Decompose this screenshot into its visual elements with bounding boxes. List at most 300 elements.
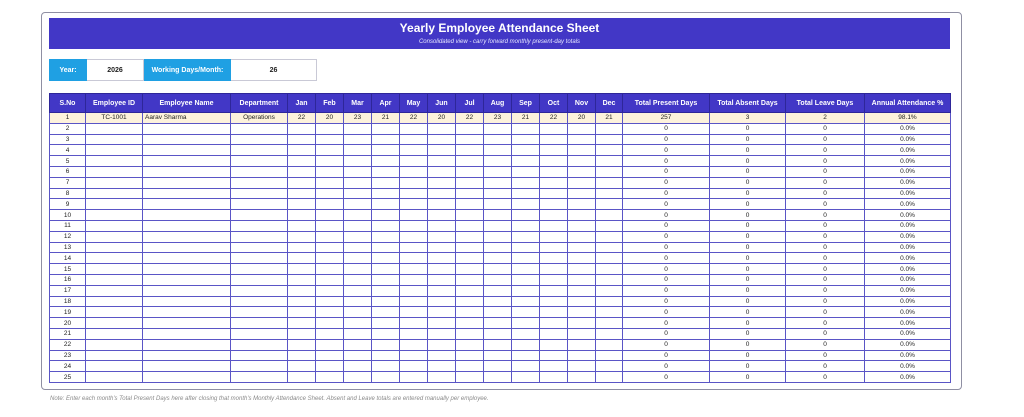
table-cell[interactable] [428, 123, 456, 134]
table-cell[interactable] [344, 350, 372, 361]
table-cell[interactable] [372, 318, 400, 329]
table-cell[interactable] [596, 264, 623, 275]
table-cell[interactable]: 0 [710, 166, 786, 177]
table-cell[interactable] [540, 242, 568, 253]
table-cell[interactable] [512, 210, 540, 221]
table-cell[interactable] [428, 177, 456, 188]
table-cell[interactable]: 0.0% [865, 285, 951, 296]
table-cell[interactable] [288, 372, 316, 383]
table-cell[interactable] [456, 145, 484, 156]
table-cell[interactable]: 20 [316, 113, 344, 124]
table-cell[interactable]: 20 [568, 113, 596, 124]
table-cell[interactable]: 22 [400, 113, 428, 124]
table-cell[interactable] [344, 134, 372, 145]
table-cell[interactable]: 25 [50, 372, 86, 383]
table-cell[interactable]: 17 [50, 285, 86, 296]
table-cell[interactable] [344, 372, 372, 383]
table-cell[interactable] [540, 220, 568, 231]
table-cell[interactable] [596, 145, 623, 156]
table-cell[interactable]: 2 [786, 113, 865, 124]
table-cell[interactable] [512, 134, 540, 145]
table-cell[interactable] [231, 372, 288, 383]
table-cell[interactable] [344, 177, 372, 188]
table-cell[interactable] [86, 220, 143, 231]
table-cell[interactable] [372, 372, 400, 383]
table-cell[interactable]: 4 [50, 145, 86, 156]
table-cell[interactable]: 6 [50, 166, 86, 177]
table-cell[interactable]: 0 [623, 134, 710, 145]
table-cell[interactable] [316, 220, 344, 231]
table-cell[interactable] [288, 220, 316, 231]
table-cell[interactable] [596, 177, 623, 188]
table-cell[interactable] [540, 231, 568, 242]
table-cell[interactable] [568, 156, 596, 167]
table-cell[interactable] [568, 177, 596, 188]
table-cell[interactable] [484, 285, 512, 296]
table-cell[interactable]: 0 [710, 264, 786, 275]
table-cell[interactable]: 0.0% [865, 361, 951, 372]
table-cell[interactable] [344, 274, 372, 285]
table-cell[interactable] [456, 350, 484, 361]
table-cell[interactable]: 12 [50, 231, 86, 242]
table-cell[interactable] [428, 210, 456, 221]
table-cell[interactable] [231, 253, 288, 264]
table-cell[interactable] [568, 188, 596, 199]
table-cell[interactable]: 0 [623, 372, 710, 383]
table-cell[interactable] [456, 296, 484, 307]
table-cell[interactable] [484, 372, 512, 383]
table-cell[interactable] [512, 253, 540, 264]
table-cell[interactable] [456, 242, 484, 253]
table-cell[interactable]: 0 [786, 339, 865, 350]
table-cell[interactable] [456, 123, 484, 134]
table-cell[interactable] [484, 210, 512, 221]
table-cell[interactable] [86, 318, 143, 329]
table-cell[interactable] [512, 264, 540, 275]
table-cell[interactable] [484, 318, 512, 329]
table-cell[interactable] [372, 177, 400, 188]
table-cell[interactable] [484, 339, 512, 350]
table-cell[interactable]: 0 [710, 285, 786, 296]
table-cell[interactable] [596, 361, 623, 372]
table-cell[interactable] [316, 242, 344, 253]
table-cell[interactable] [288, 188, 316, 199]
table-cell[interactable] [316, 145, 344, 156]
table-cell[interactable]: 0 [623, 188, 710, 199]
table-cell[interactable]: 22 [288, 113, 316, 124]
table-cell[interactable] [428, 361, 456, 372]
table-cell[interactable] [540, 134, 568, 145]
table-cell[interactable] [484, 231, 512, 242]
table-cell[interactable] [344, 231, 372, 242]
table-cell[interactable] [344, 210, 372, 221]
table-cell[interactable] [512, 328, 540, 339]
table-cell[interactable]: 3 [50, 134, 86, 145]
table-cell[interactable]: 0.0% [865, 134, 951, 145]
table-cell[interactable] [540, 145, 568, 156]
table-cell[interactable] [231, 307, 288, 318]
table-cell[interactable] [143, 296, 231, 307]
table-cell[interactable] [372, 145, 400, 156]
table-cell[interactable] [143, 156, 231, 167]
table-cell[interactable] [428, 134, 456, 145]
table-cell[interactable]: 0 [786, 166, 865, 177]
table-cell[interactable]: 0 [710, 372, 786, 383]
table-cell[interactable] [568, 307, 596, 318]
table-cell[interactable] [316, 372, 344, 383]
table-cell[interactable]: 0 [623, 156, 710, 167]
table-cell[interactable] [484, 307, 512, 318]
table-cell[interactable] [344, 123, 372, 134]
table-cell[interactable] [428, 253, 456, 264]
table-cell[interactable] [512, 361, 540, 372]
table-cell[interactable] [540, 156, 568, 167]
table-cell[interactable] [596, 156, 623, 167]
table-cell[interactable]: 20 [428, 113, 456, 124]
table-cell[interactable] [512, 307, 540, 318]
table-cell[interactable]: 0 [786, 318, 865, 329]
table-cell[interactable]: 0 [710, 134, 786, 145]
table-cell[interactable] [86, 199, 143, 210]
table-cell[interactable] [344, 361, 372, 372]
table-cell[interactable] [372, 220, 400, 231]
table-cell[interactable] [143, 166, 231, 177]
table-cell[interactable] [512, 166, 540, 177]
table-cell[interactable] [86, 285, 143, 296]
table-cell[interactable] [540, 296, 568, 307]
table-cell[interactable]: 0 [786, 328, 865, 339]
table-cell[interactable] [428, 242, 456, 253]
table-cell[interactable]: 0 [786, 145, 865, 156]
table-cell[interactable]: 0 [623, 350, 710, 361]
table-cell[interactable] [143, 328, 231, 339]
table-cell[interactable]: 19 [50, 307, 86, 318]
table-cell[interactable] [484, 156, 512, 167]
table-cell[interactable]: 0 [623, 253, 710, 264]
table-cell[interactable] [86, 328, 143, 339]
table-cell[interactable]: Operations [231, 113, 288, 124]
table-cell[interactable] [231, 123, 288, 134]
table-cell[interactable]: 0.0% [865, 242, 951, 253]
table-cell[interactable] [568, 361, 596, 372]
table-cell[interactable] [344, 199, 372, 210]
table-cell[interactable] [372, 134, 400, 145]
table-cell[interactable] [540, 123, 568, 134]
table-cell[interactable] [316, 177, 344, 188]
table-cell[interactable] [456, 285, 484, 296]
table-cell[interactable]: 0 [710, 145, 786, 156]
table-cell[interactable]: 0 [786, 220, 865, 231]
table-cell[interactable] [400, 318, 428, 329]
table-cell[interactable] [428, 156, 456, 167]
table-cell[interactable] [288, 231, 316, 242]
table-cell[interactable] [400, 134, 428, 145]
table-cell[interactable]: 0 [710, 307, 786, 318]
table-cell[interactable] [316, 188, 344, 199]
table-cell[interactable]: 0.0% [865, 231, 951, 242]
table-cell[interactable] [372, 339, 400, 350]
table-cell[interactable] [231, 220, 288, 231]
table-cell[interactable] [428, 145, 456, 156]
table-cell[interactable] [428, 264, 456, 275]
table-cell[interactable] [400, 156, 428, 167]
table-cell[interactable] [568, 242, 596, 253]
table-cell[interactable] [512, 231, 540, 242]
table-cell[interactable] [288, 242, 316, 253]
table-cell[interactable] [86, 166, 143, 177]
table-cell[interactable] [231, 145, 288, 156]
table-cell[interactable] [568, 145, 596, 156]
table-cell[interactable]: 1 [50, 113, 86, 124]
table-cell[interactable] [344, 188, 372, 199]
table-cell[interactable] [540, 307, 568, 318]
table-cell[interactable] [596, 123, 623, 134]
table-cell[interactable] [86, 145, 143, 156]
table-cell[interactable] [143, 199, 231, 210]
table-cell[interactable] [428, 372, 456, 383]
table-cell[interactable]: 0.0% [865, 210, 951, 221]
table-cell[interactable] [596, 350, 623, 361]
table-cell[interactable] [568, 210, 596, 221]
table-cell[interactable] [596, 242, 623, 253]
table-cell[interactable] [288, 210, 316, 221]
table-cell[interactable] [540, 339, 568, 350]
table-cell[interactable] [428, 274, 456, 285]
table-cell[interactable] [372, 166, 400, 177]
table-cell[interactable]: 0 [623, 220, 710, 231]
table-cell[interactable]: 0.0% [865, 339, 951, 350]
table-cell[interactable] [400, 231, 428, 242]
table-cell[interactable] [344, 328, 372, 339]
table-cell[interactable] [428, 307, 456, 318]
table-cell[interactable] [484, 253, 512, 264]
table-cell[interactable]: 15 [50, 264, 86, 275]
table-cell[interactable] [596, 274, 623, 285]
table-cell[interactable]: 0 [710, 188, 786, 199]
table-cell[interactable]: 0 [786, 188, 865, 199]
table-cell[interactable]: 23 [484, 113, 512, 124]
table-cell[interactable] [143, 361, 231, 372]
table-cell[interactable] [512, 188, 540, 199]
table-cell[interactable]: 0 [623, 177, 710, 188]
table-cell[interactable]: 9 [50, 199, 86, 210]
table-cell[interactable]: 0 [623, 274, 710, 285]
table-cell[interactable] [86, 361, 143, 372]
working-days-input[interactable]: 26 [231, 59, 317, 81]
table-cell[interactable] [143, 350, 231, 361]
table-cell[interactable]: 0.0% [865, 350, 951, 361]
table-cell[interactable] [288, 177, 316, 188]
table-cell[interactable] [288, 296, 316, 307]
table-cell[interactable]: 10 [50, 210, 86, 221]
table-cell[interactable] [400, 177, 428, 188]
table-cell[interactable]: 0 [786, 285, 865, 296]
table-cell[interactable] [316, 361, 344, 372]
table-cell[interactable] [231, 188, 288, 199]
table-cell[interactable] [400, 188, 428, 199]
table-cell[interactable] [568, 350, 596, 361]
table-cell[interactable] [231, 264, 288, 275]
table-cell[interactable] [316, 123, 344, 134]
table-cell[interactable] [86, 274, 143, 285]
table-cell[interactable] [344, 242, 372, 253]
table-cell[interactable] [231, 361, 288, 372]
table-cell[interactable] [456, 328, 484, 339]
table-cell[interactable]: 0 [710, 220, 786, 231]
table-cell[interactable] [143, 220, 231, 231]
table-cell[interactable] [484, 199, 512, 210]
table-cell[interactable] [540, 253, 568, 264]
table-cell[interactable] [512, 372, 540, 383]
table-cell[interactable] [456, 134, 484, 145]
year-input[interactable]: 2026 [87, 59, 144, 81]
table-cell[interactable] [568, 372, 596, 383]
table-cell[interactable]: 0 [786, 134, 865, 145]
table-cell[interactable] [231, 274, 288, 285]
table-cell[interactable] [596, 318, 623, 329]
table-cell[interactable]: 21 [50, 328, 86, 339]
table-cell[interactable]: 7 [50, 177, 86, 188]
table-cell[interactable]: 18 [50, 296, 86, 307]
table-cell[interactable]: 0.0% [865, 177, 951, 188]
table-cell[interactable]: 0 [623, 361, 710, 372]
table-cell[interactable] [143, 253, 231, 264]
table-cell[interactable] [484, 350, 512, 361]
table-cell[interactable] [568, 123, 596, 134]
table-cell[interactable]: 0 [786, 253, 865, 264]
table-cell[interactable] [288, 307, 316, 318]
table-cell[interactable] [316, 134, 344, 145]
table-cell[interactable] [288, 156, 316, 167]
table-cell[interactable]: 0 [623, 123, 710, 134]
table-cell[interactable] [316, 274, 344, 285]
table-cell[interactable]: 0 [710, 318, 786, 329]
table-cell[interactable]: 0 [623, 166, 710, 177]
table-cell[interactable]: 0 [786, 274, 865, 285]
table-cell[interactable]: 23 [50, 350, 86, 361]
table-cell[interactable]: 0 [786, 210, 865, 221]
table-cell[interactable]: 0.0% [865, 264, 951, 275]
table-cell[interactable] [86, 242, 143, 253]
table-cell[interactable] [344, 145, 372, 156]
table-cell[interactable] [596, 372, 623, 383]
table-cell[interactable] [231, 296, 288, 307]
table-cell[interactable] [428, 318, 456, 329]
table-cell[interactable] [86, 372, 143, 383]
table-cell[interactable] [456, 210, 484, 221]
table-cell[interactable]: 0 [786, 296, 865, 307]
table-cell[interactable] [344, 253, 372, 264]
table-cell[interactable] [428, 231, 456, 242]
table-cell[interactable] [372, 188, 400, 199]
table-cell[interactable] [86, 210, 143, 221]
table-cell[interactable] [512, 285, 540, 296]
table-cell[interactable] [540, 188, 568, 199]
table-cell[interactable] [512, 318, 540, 329]
table-cell[interactable] [372, 307, 400, 318]
table-cell[interactable] [231, 350, 288, 361]
table-cell[interactable]: 21 [512, 113, 540, 124]
table-cell[interactable] [484, 296, 512, 307]
table-cell[interactable]: 21 [596, 113, 623, 124]
table-cell[interactable]: 22 [540, 113, 568, 124]
table-cell[interactable] [344, 220, 372, 231]
table-cell[interactable]: 22 [50, 339, 86, 350]
table-cell[interactable] [400, 328, 428, 339]
table-cell[interactable] [288, 199, 316, 210]
table-cell[interactable] [400, 285, 428, 296]
table-cell[interactable]: 11 [50, 220, 86, 231]
table-cell[interactable] [596, 339, 623, 350]
table-cell[interactable]: 0 [623, 231, 710, 242]
table-cell[interactable]: 20 [50, 318, 86, 329]
table-cell[interactable]: 0 [710, 123, 786, 134]
table-cell[interactable] [288, 274, 316, 285]
table-cell[interactable] [400, 242, 428, 253]
table-cell[interactable] [143, 210, 231, 221]
table-cell[interactable]: 0 [710, 156, 786, 167]
table-cell[interactable] [372, 156, 400, 167]
table-cell[interactable] [288, 339, 316, 350]
table-cell[interactable] [372, 274, 400, 285]
table-cell[interactable] [400, 145, 428, 156]
table-cell[interactable] [540, 328, 568, 339]
table-cell[interactable] [428, 350, 456, 361]
table-cell[interactable] [400, 296, 428, 307]
table-cell[interactable] [372, 264, 400, 275]
table-cell[interactable]: 0.0% [865, 318, 951, 329]
table-cell[interactable] [484, 166, 512, 177]
table-cell[interactable] [540, 285, 568, 296]
table-cell[interactable] [231, 210, 288, 221]
table-cell[interactable] [143, 123, 231, 134]
table-cell[interactable] [596, 231, 623, 242]
table-cell[interactable] [568, 318, 596, 329]
table-cell[interactable] [288, 328, 316, 339]
table-cell[interactable] [512, 296, 540, 307]
table-cell[interactable] [456, 177, 484, 188]
table-cell[interactable] [568, 296, 596, 307]
table-cell[interactable]: 2 [50, 123, 86, 134]
table-cell[interactable]: 0 [786, 199, 865, 210]
table-cell[interactable] [400, 372, 428, 383]
table-cell[interactable] [456, 307, 484, 318]
table-cell[interactable] [456, 318, 484, 329]
table-cell[interactable] [316, 318, 344, 329]
table-cell[interactable] [596, 166, 623, 177]
table-cell[interactable] [512, 156, 540, 167]
table-cell[interactable] [316, 199, 344, 210]
table-cell[interactable]: 23 [344, 113, 372, 124]
table-cell[interactable] [568, 264, 596, 275]
table-cell[interactable] [512, 350, 540, 361]
table-cell[interactable] [400, 253, 428, 264]
table-cell[interactable] [484, 242, 512, 253]
table-cell[interactable] [456, 220, 484, 231]
table-cell[interactable] [143, 318, 231, 329]
table-cell[interactable]: 0.0% [865, 253, 951, 264]
table-cell[interactable] [596, 253, 623, 264]
table-cell[interactable]: 0.0% [865, 199, 951, 210]
table-cell[interactable] [568, 274, 596, 285]
table-cell[interactable]: 0 [710, 231, 786, 242]
table-cell[interactable] [484, 134, 512, 145]
table-cell[interactable] [372, 210, 400, 221]
table-cell[interactable] [143, 231, 231, 242]
table-cell[interactable] [428, 199, 456, 210]
table-cell[interactable]: 8 [50, 188, 86, 199]
table-cell[interactable] [400, 307, 428, 318]
